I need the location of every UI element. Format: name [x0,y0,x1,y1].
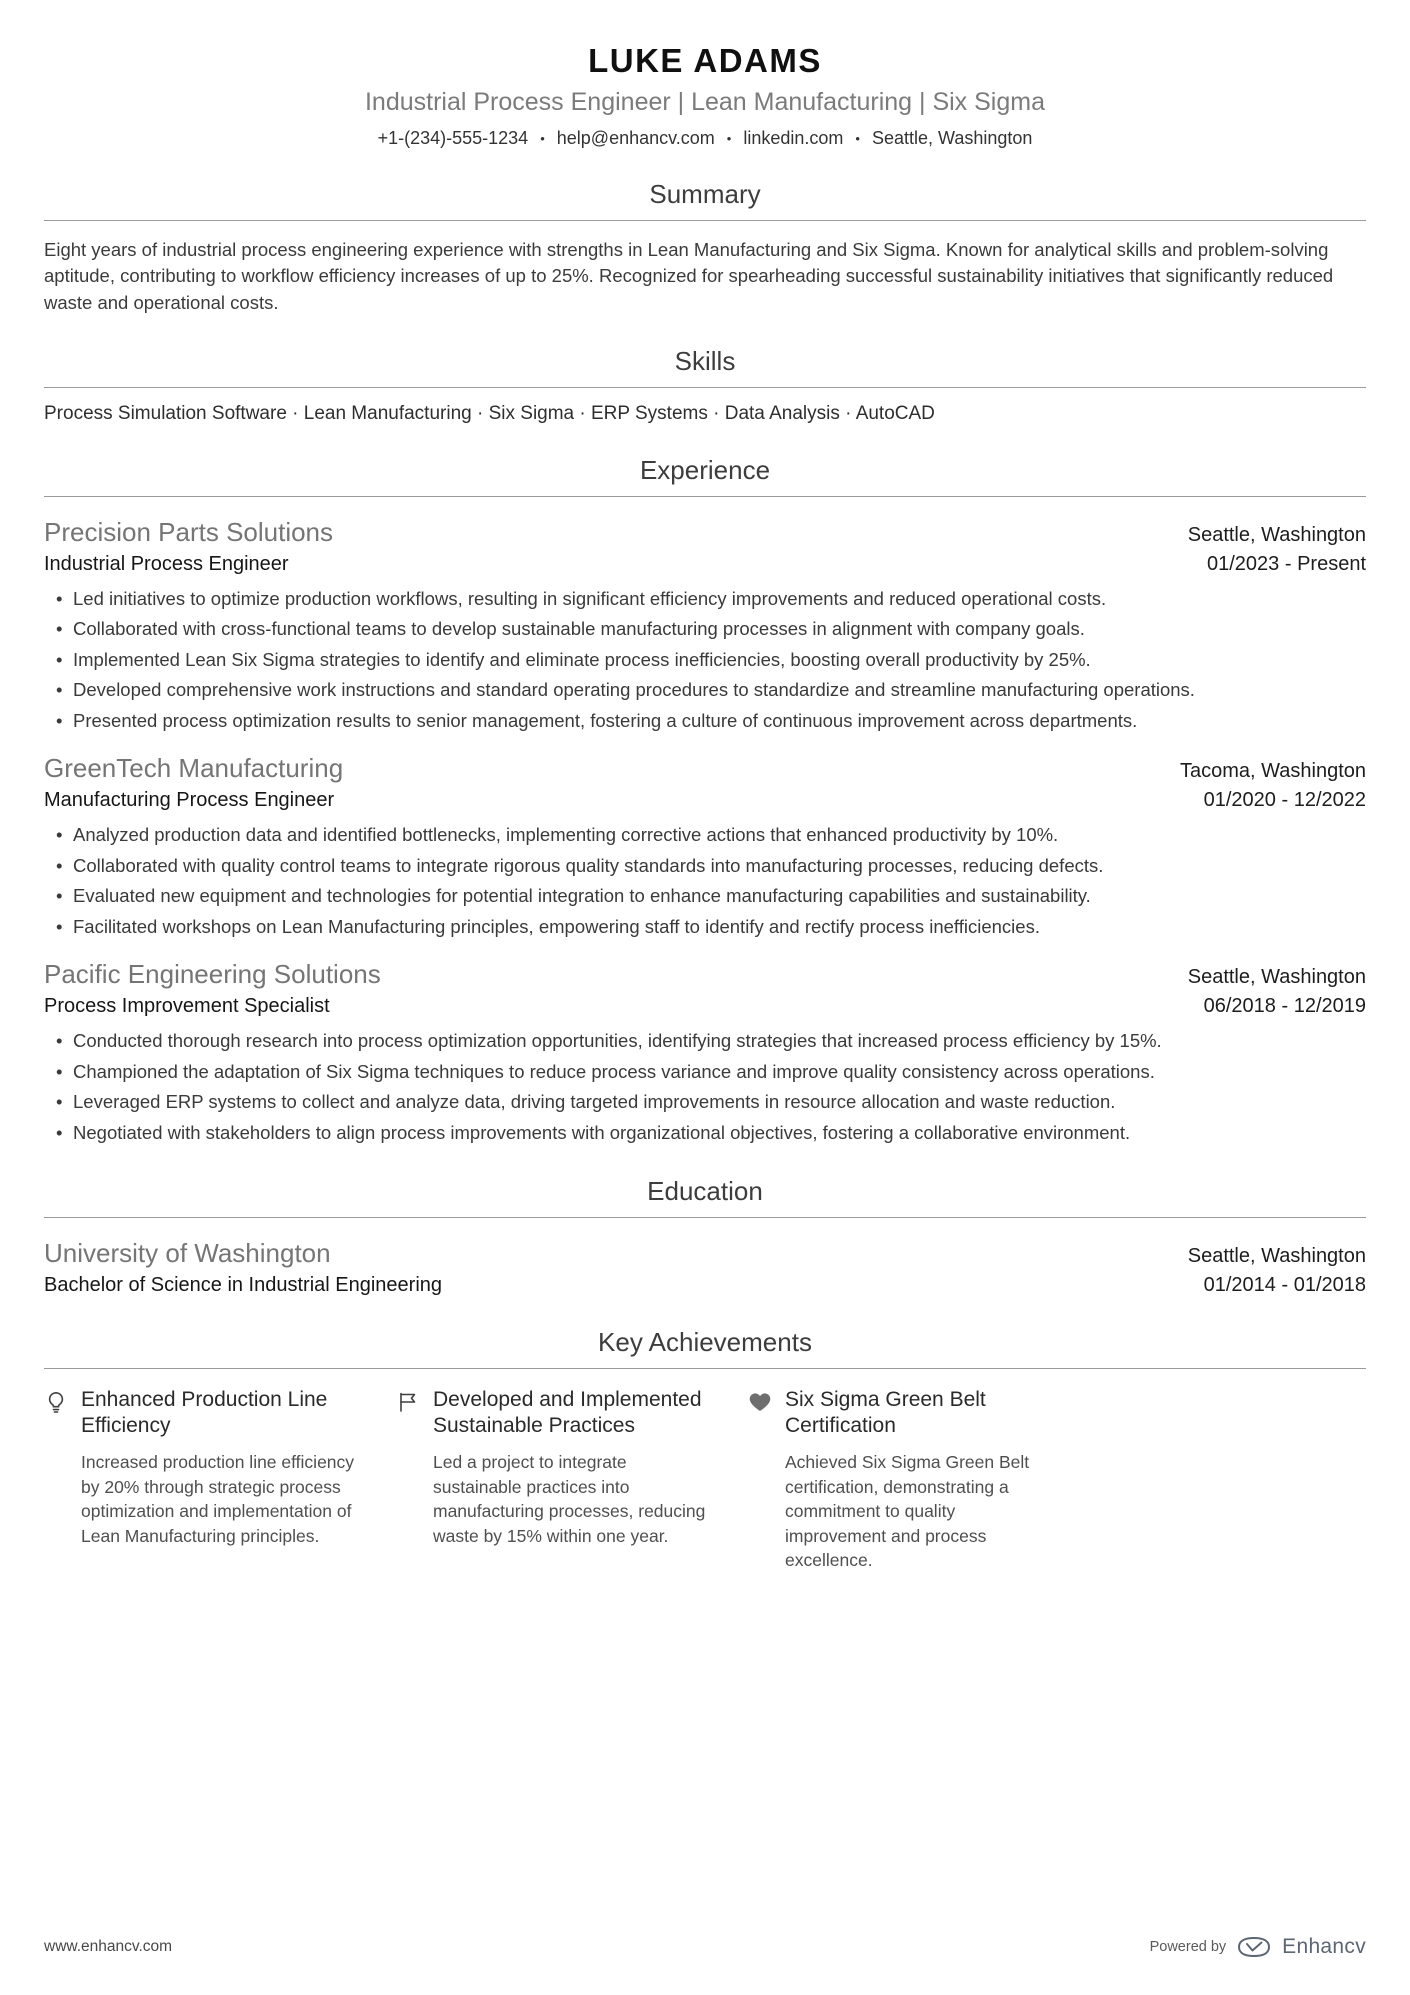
job-dates: 01/2020 - 12/2022 [1203,789,1366,812]
job-bullet: • Presented process optimization results to senior management, fostering a culture of continuous improvement across departments. [56,708,1366,734]
section-divider [44,1217,1366,1218]
achievements-section [44,1327,1366,1573]
job-location: Seattle, Washington [1187,523,1366,546]
experience-entry [44,753,1366,939]
achievement-item [748,1387,1060,1573]
job-dates: 01/2023 - Present [1207,552,1366,575]
education-section [44,1176,1366,1297]
section-divider [44,220,1366,221]
job-location: Tacoma, Washington [1179,760,1366,783]
skills-heading: Skills [674,345,736,376]
job-bullet: • Conducted thorough research into process optimization opportunities, identifying strategies that increased process efficiency by 15%. [56,1028,1366,1054]
resume-header [44,42,1366,149]
achievement-text: Increased production line efficiency by 20% through strategic process optimization and implementation of Lean Manufacturing principles. [81,1452,355,1546]
summary-text: Eight years of industrial process engineering experience with strengths in Lean Manufacturing and Six Sigma. Known for analytical skills and problem-solving aptitude, contributing to workflow efficiency increases of up to 25%. Recognized for spearheading successful sustainability initiatives that significantly reduced waste and operational costs. [44,239,1334,313]
job-bullet: • Analyzed production data and identified bottlenecks, implementing corrective actions that enhanced productivity by 10%. [56,822,1366,848]
job-bullet: • Negotiated with stakeholders to align process improvements with organizational objectives, fostering a collaborative environment. [56,1120,1366,1146]
page-footer [44,1935,1366,1959]
job-bullet: • Leveraged ERP systems to collect and analyze data, driving targeted improvements in resource allocation and waste reduction. [56,1089,1366,1115]
education-dates: 01/2014 - 01/2018 [1203,1273,1366,1296]
contact-row [44,128,1366,149]
contact-email[interactable]: help@enhancv.com [556,128,715,148]
job-bullet: • Developed comprehensive work instructions and standard operating procedures to standardize and streamline manufacturing operations. [56,677,1366,703]
job-location: Seattle, Washington [1187,966,1366,989]
enhancv-brand-name[interactable]: Enhancv [1282,1935,1366,1958]
experience-entry [44,959,1366,1145]
job-bullets [44,822,1366,939]
achievement-title: Six Sigma Green Belt Certification [785,1387,986,1438]
contact-separator: • [855,131,860,146]
flag-icon [396,1390,420,1414]
experience-section [44,455,1366,1146]
job-bullet: • Collaborated with quality control teams to integrate rigorous quality standards into manufacturing processes, reducing defects. [56,853,1366,879]
degree-name: Bachelor of Science in Industrial Engineering [44,1273,443,1296]
job-title: Process Improvement Specialist [44,995,330,1018]
experience-heading: Experience [639,454,771,485]
achievement-title: Enhanced Production Line Efficiency [81,1387,328,1438]
contact-separator: • [540,131,545,146]
candidate-headline: Industrial Process Engineer | Lean Manufacturing | Six Sigma [364,88,1045,116]
job-title: Industrial Process Engineer [44,552,289,575]
job-title: Manufacturing Process Engineer [44,789,335,812]
achievement-item [396,1387,708,1573]
job-bullet: • Championed the adaptation of Six Sigma techniques to reduce process variance and improve quality consistency across operations. [56,1059,1366,1085]
contact-phone: +1-(234)-555-1234 [377,128,529,148]
job-bullets [44,1028,1366,1145]
job-bullet: • Facilitated workshops on Lean Manufacturing principles, empowering staff to identify and rectify process inefficiencies. [56,914,1366,940]
skills-list: Process Simulation Software · Lean Manufacturing · Six Sigma · ERP Systems · Data Analysis · AutoCAD [44,402,935,424]
section-divider [44,1368,1366,1369]
contact-linkedin[interactable]: linkedin.com [743,128,844,148]
school-location: Seattle, Washington [1187,1244,1366,1267]
job-bullet: • Collaborated with cross-functional teams to develop sustainable manufacturing processes in alignment with company goals. [56,616,1366,642]
lightbulb-icon [44,1390,68,1414]
achievements-grid [44,1387,1366,1573]
job-bullets [44,586,1366,734]
enhancv-logo-icon [1237,1936,1271,1958]
company-name: GreenTech Manufacturing [44,753,344,784]
section-divider [44,387,1366,388]
powered-by-label: Powered by [1149,1939,1227,1955]
summary-heading: Summary [649,179,761,209]
footer-website-link[interactable]: www.enhancv.com [44,1938,173,1955]
skills-section [44,346,1366,425]
achievement-item [44,1387,356,1573]
education-heading: Education [647,1175,763,1206]
experience-entry [44,517,1366,734]
achievement-title: Developed and Implemented Sustainable Practices [433,1387,702,1438]
education-entry [44,1238,1366,1297]
candidate-name: LUKE ADAMS [588,42,822,79]
company-name: Pacific Engineering Solutions [44,959,381,990]
job-bullet: • Evaluated new equipment and technologies for potential integration to enhance manufacturing capabilities and sustainability. [56,883,1366,909]
job-bullet: • Implemented Lean Six Sigma strategies to identify and eliminate process inefficiencies, boosting overall productivity by 25%. [56,647,1366,673]
heart-icon [748,1390,772,1414]
achievements-heading: Key Achievements [598,1326,812,1357]
school-name: University of Washington [44,1237,331,1268]
contact-separator: • [726,131,732,146]
powered-by [1150,1935,1366,1959]
achievement-text: Led a project to integrate sustainable practices into manufacturing processes, reducing waste by 15% within one year. [433,1452,706,1546]
job-dates: 06/2018 - 12/2019 [1203,995,1366,1018]
achievement-text: Achieved Six Sigma Green Belt certification, demonstrating a commitment to quality improvement and process excellence. [785,1452,1030,1571]
job-bullet: • Led initiatives to optimize production workflows, resulting in significant efficiency improvements and reduced operational costs. [56,586,1366,612]
summary-section [44,179,1366,316]
contact-location: Seattle, Washington [871,128,1033,148]
company-name: Precision Parts Solutions [44,516,334,547]
section-divider [44,496,1366,497]
